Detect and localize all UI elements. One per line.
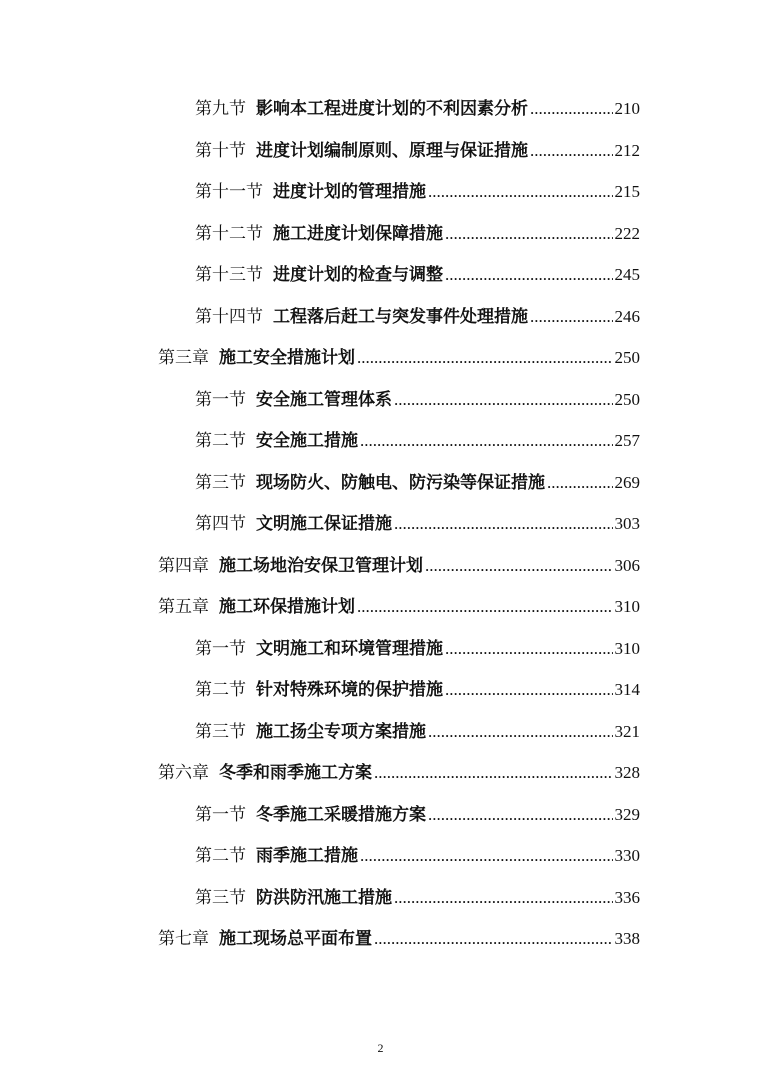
dot-leader bbox=[428, 179, 613, 205]
toc-entry[interactable] bbox=[195, 221, 640, 247]
toc-entry[interactable] bbox=[195, 677, 640, 703]
toc-entry-page: 269 bbox=[614, 473, 640, 492]
toc-entry-number: 第十二节 bbox=[195, 224, 263, 243]
toc-entry-title: 施工进度计划保障措施 bbox=[273, 224, 443, 244]
toc-entry-title: 防洪防汛施工措施 bbox=[256, 888, 392, 908]
toc-entry-page: 215 bbox=[614, 182, 640, 201]
toc-entry-number: 第四章 bbox=[158, 556, 209, 575]
toc-entry-title: 施工场地治安保卫管理计划 bbox=[219, 556, 423, 576]
toc-entry-title: 针对特殊环境的保护措施 bbox=[256, 680, 443, 700]
toc-entry[interactable] bbox=[195, 304, 640, 330]
dot-leader bbox=[394, 387, 613, 413]
toc-entry-title: 文明施工保证措施 bbox=[256, 514, 392, 534]
toc-entry-title: 冬季和雨季施工方案 bbox=[219, 763, 372, 783]
toc-entry[interactable] bbox=[195, 719, 640, 745]
toc-entry[interactable] bbox=[195, 511, 640, 537]
toc-entry-title: 安全施工措施 bbox=[256, 431, 358, 451]
toc-entry-number: 第十一节 bbox=[195, 182, 263, 201]
toc-entry-number: 第三章 bbox=[158, 348, 209, 367]
toc-chapter-entry[interactable] bbox=[158, 553, 640, 579]
toc-entry-title: 安全施工管理体系 bbox=[256, 390, 392, 410]
toc-entry[interactable] bbox=[195, 802, 640, 828]
toc-entry-title: 施工环保措施计划 bbox=[219, 597, 355, 617]
toc-entry-page: 329 bbox=[614, 805, 640, 824]
toc-entry[interactable] bbox=[195, 138, 640, 164]
dot-leader bbox=[357, 594, 613, 620]
toc-entry-number: 第四节 bbox=[195, 514, 246, 533]
toc-entry-title: 现场防火、防触电、防污染等保证措施 bbox=[256, 473, 545, 493]
toc-entry-title: 施工现场总平面布置 bbox=[219, 929, 372, 949]
toc-entry-page: 250 bbox=[614, 390, 640, 409]
toc-entry-page: 303 bbox=[614, 514, 640, 533]
toc-entry-number: 第十节 bbox=[195, 141, 246, 160]
toc-entry[interactable] bbox=[195, 843, 640, 869]
toc-entry-title: 雨季施工措施 bbox=[256, 846, 358, 866]
toc-entry-number: 第一节 bbox=[195, 639, 246, 658]
toc-entry-page: 222 bbox=[614, 224, 640, 243]
toc-entry-page: 338 bbox=[614, 929, 640, 948]
toc-entry[interactable] bbox=[195, 636, 640, 662]
toc-entry-number: 第九节 bbox=[195, 99, 246, 118]
dot-leader bbox=[445, 636, 613, 662]
toc-entry[interactable] bbox=[195, 470, 640, 496]
toc-entry-number: 第十三节 bbox=[195, 265, 263, 284]
toc-entry-number: 第十四节 bbox=[195, 307, 263, 326]
toc-entry-title: 文明施工和环境管理措施 bbox=[256, 639, 443, 659]
toc-chapter-entry[interactable] bbox=[158, 760, 640, 786]
toc-chapter-entry[interactable] bbox=[158, 594, 640, 620]
toc-chapter-entry[interactable] bbox=[158, 345, 640, 371]
toc-entry-page: 210 bbox=[614, 99, 640, 118]
toc-entry-title: 进度计划的管理措施 bbox=[273, 182, 426, 202]
toc-entry-page: 336 bbox=[614, 888, 640, 907]
toc-entry-title: 工程落后赶工与突发事件处理措施 bbox=[273, 307, 528, 327]
toc-entry-page: 321 bbox=[614, 722, 640, 741]
toc-entry-number: 第六章 bbox=[158, 763, 209, 782]
toc-entry-title: 进度计划的检查与调整 bbox=[273, 265, 443, 285]
toc-entry-page: 330 bbox=[614, 846, 640, 865]
dot-leader bbox=[425, 553, 613, 579]
toc-entry-title: 冬季施工采暖措施方案 bbox=[256, 805, 426, 825]
toc-entry-number: 第二节 bbox=[195, 846, 246, 865]
toc-entry[interactable] bbox=[195, 179, 640, 205]
toc-entry-page: 250 bbox=[614, 348, 640, 367]
dot-leader bbox=[530, 304, 613, 330]
dot-leader bbox=[445, 221, 613, 247]
dot-leader bbox=[445, 262, 613, 288]
toc-entry-number: 第三节 bbox=[195, 888, 246, 907]
toc-entry-title: 进度计划编制原则、原理与保证措施 bbox=[256, 141, 528, 161]
dot-leader bbox=[547, 470, 613, 496]
toc-entry-page: 310 bbox=[614, 639, 640, 658]
toc-entry-page: 246 bbox=[614, 307, 640, 326]
toc-entry[interactable] bbox=[195, 387, 640, 413]
dot-leader bbox=[428, 802, 613, 828]
toc-entry-page: 314 bbox=[614, 680, 640, 699]
toc-entry-title: 施工扬尘专项方案措施 bbox=[256, 722, 426, 742]
toc-entry[interactable] bbox=[195, 96, 640, 122]
dot-leader bbox=[374, 760, 613, 786]
toc-entry-number: 第三节 bbox=[195, 722, 246, 741]
toc-entry-page: 257 bbox=[614, 431, 640, 450]
toc-entry-number: 第三节 bbox=[195, 473, 246, 492]
dot-leader bbox=[445, 677, 613, 703]
dot-leader bbox=[530, 96, 613, 122]
dot-leader bbox=[530, 138, 613, 164]
toc-entry-number: 第二节 bbox=[195, 431, 246, 450]
toc-entry-number: 第二节 bbox=[195, 680, 246, 699]
toc-entry[interactable] bbox=[195, 885, 640, 911]
dot-leader bbox=[394, 511, 613, 537]
toc-entry-page: 306 bbox=[614, 556, 640, 575]
dot-leader bbox=[428, 719, 613, 745]
toc-entry[interactable] bbox=[195, 262, 640, 288]
toc-entry-page: 310 bbox=[614, 597, 640, 616]
toc-entry-number: 第一节 bbox=[195, 390, 246, 409]
dot-leader bbox=[360, 843, 613, 869]
toc-entry-number: 第五章 bbox=[158, 597, 209, 616]
page-number: 2 bbox=[377, 1041, 384, 1055]
toc-entry-title: 影响本工程进度计划的不利因素分析 bbox=[256, 99, 528, 119]
dot-leader bbox=[374, 926, 613, 952]
toc-entry-page: 245 bbox=[614, 265, 640, 284]
dot-leader bbox=[357, 345, 613, 371]
dot-leader bbox=[360, 428, 613, 454]
toc-entry-page: 212 bbox=[614, 141, 640, 160]
toc-entry[interactable] bbox=[195, 428, 640, 454]
toc-chapter-entry[interactable] bbox=[158, 926, 640, 952]
dot-leader bbox=[394, 885, 613, 911]
toc-entry-title: 施工安全措施计划 bbox=[219, 348, 355, 368]
toc-entry-page: 328 bbox=[614, 763, 640, 782]
toc-entry-number: 第一节 bbox=[195, 805, 246, 824]
toc-entry-number: 第七章 bbox=[158, 929, 209, 948]
